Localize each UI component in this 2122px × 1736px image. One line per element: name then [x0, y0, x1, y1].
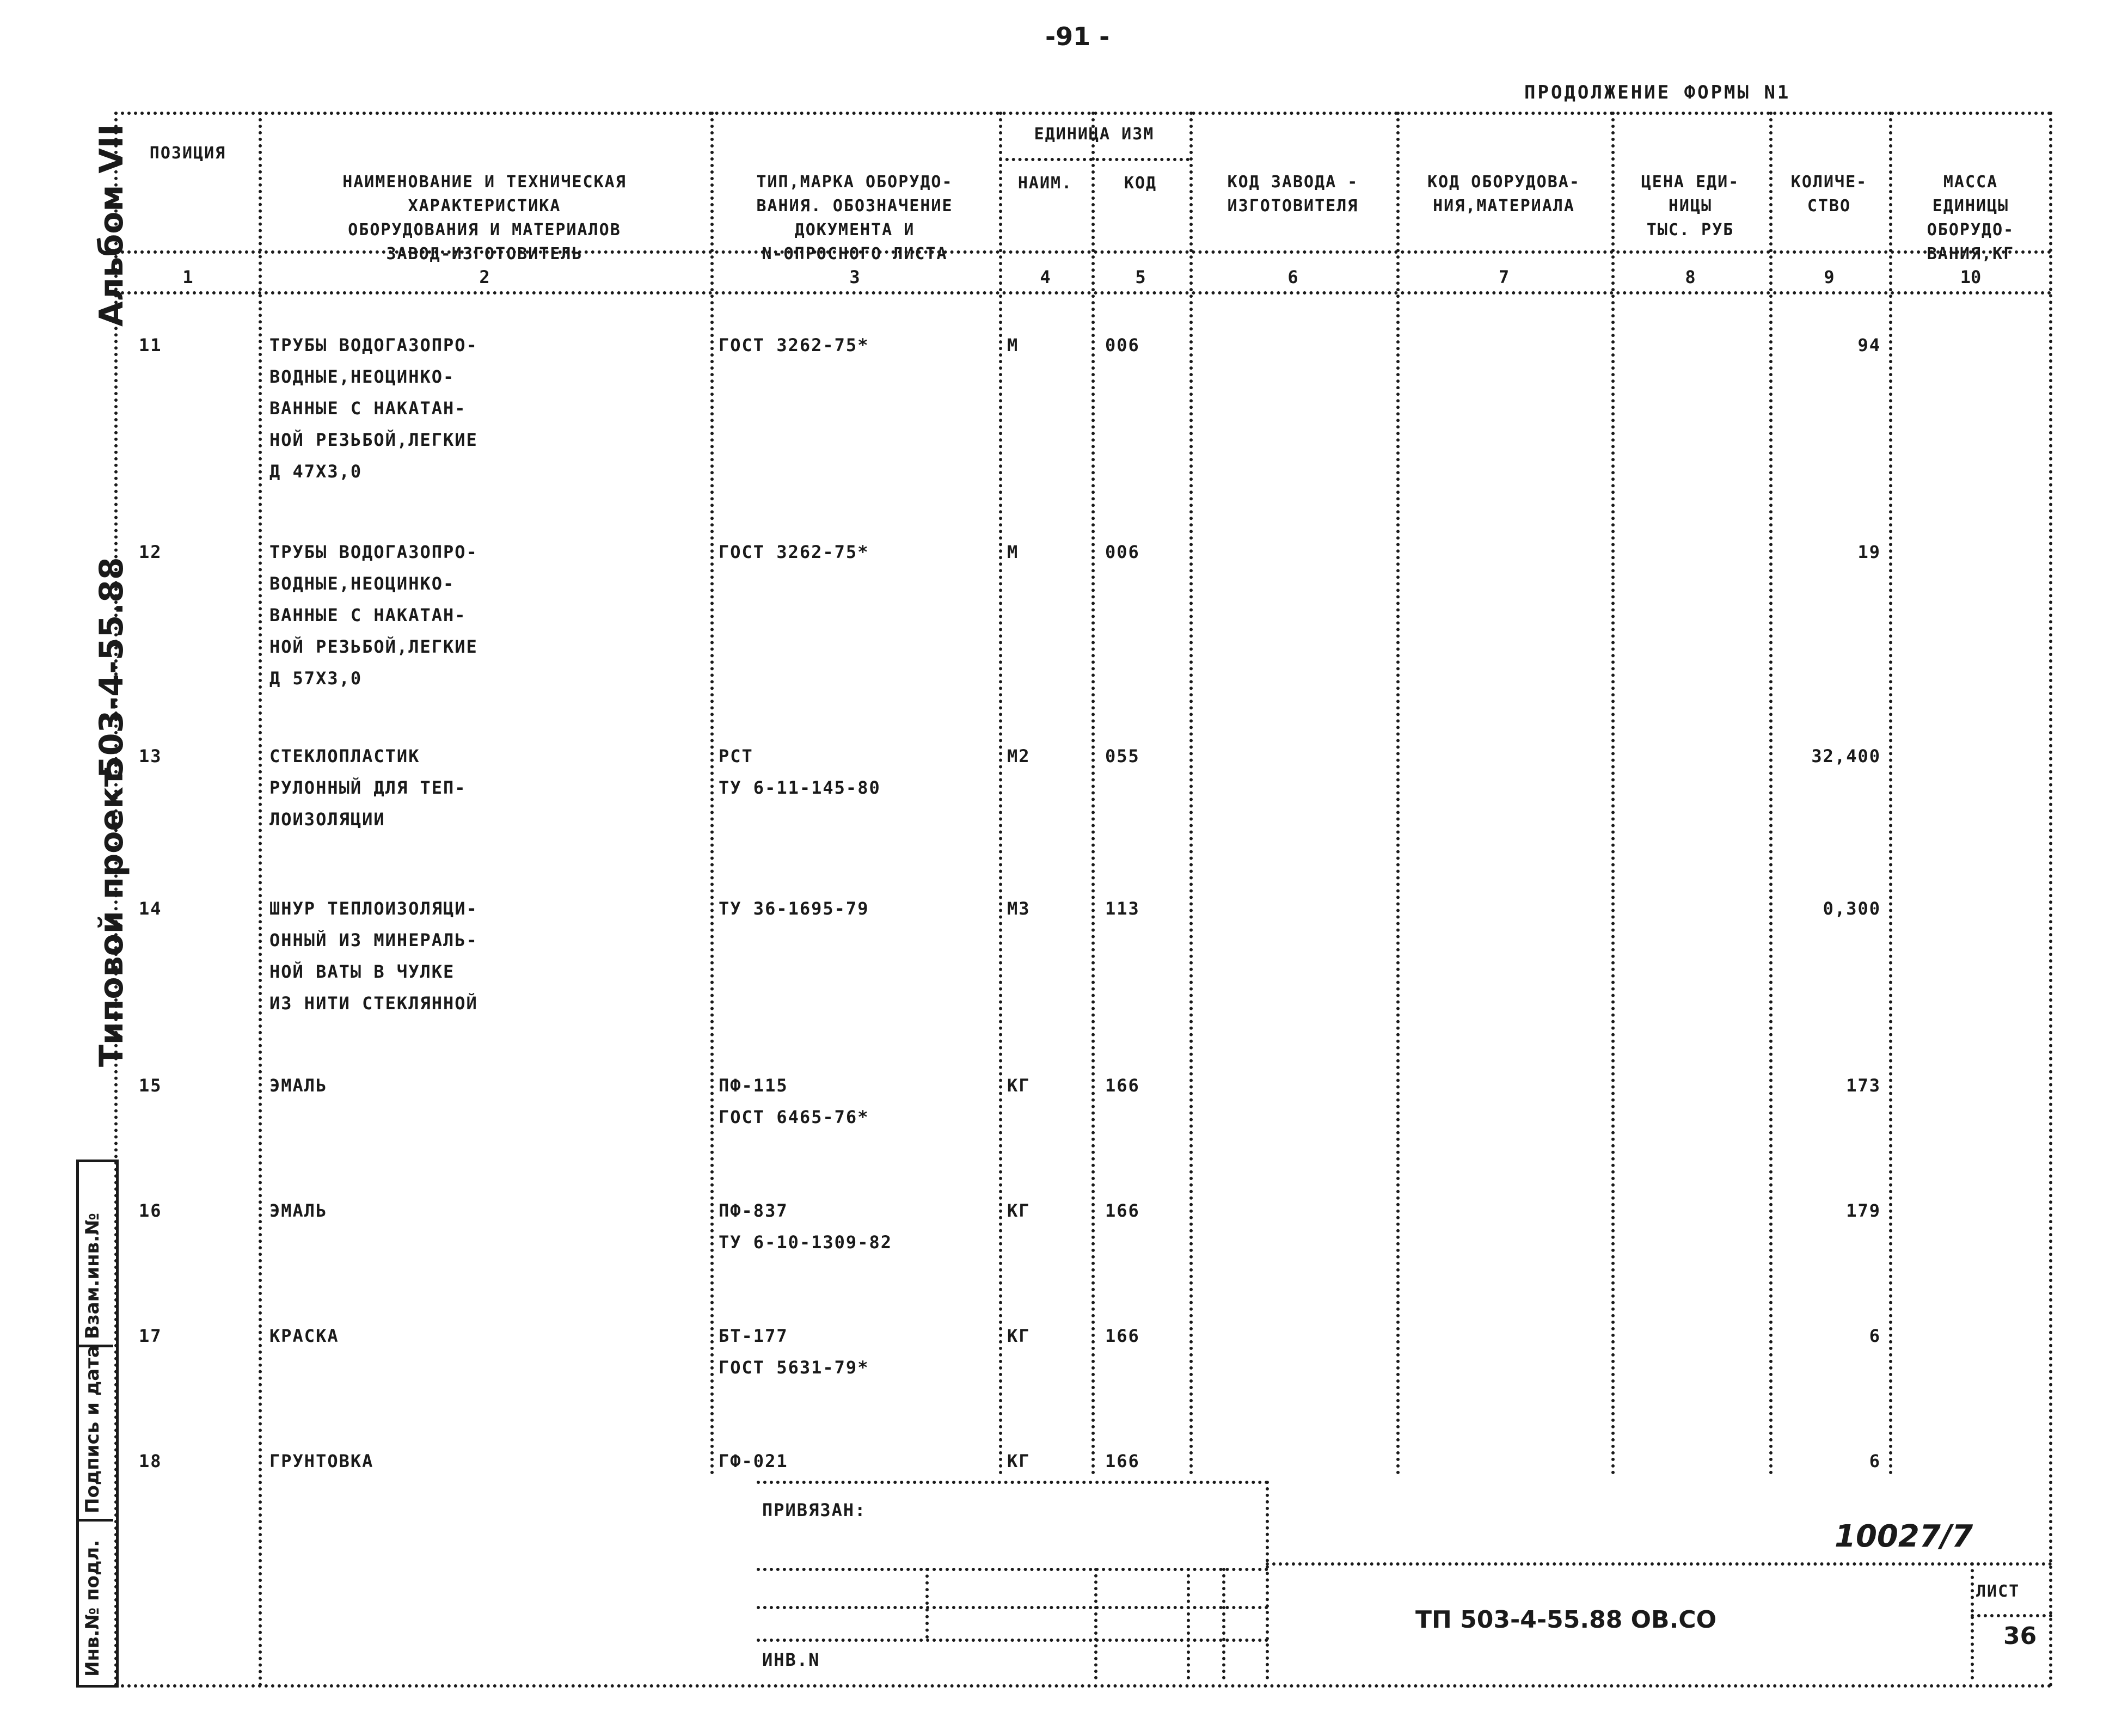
row-14-qty: 0,300	[1823, 898, 1881, 919]
col-divider	[1396, 112, 1400, 1475]
row-13-code: 055	[1105, 746, 1140, 766]
stamp-row-line	[757, 1639, 1268, 1642]
continuation-title: ПРОДОЛЖЕНИЕ ФОРМЫ N1	[1524, 82, 1791, 103]
row-11-code: 006	[1105, 335, 1140, 355]
row-11-unit: М	[1007, 335, 1019, 355]
row-14-pos: 14	[139, 898, 162, 919]
colnum-7: 7	[1498, 267, 1510, 287]
row-15-code: 166	[1105, 1075, 1140, 1096]
row-12-pos: 12	[139, 542, 162, 562]
row-13-unit: М2	[1007, 746, 1031, 766]
colnum-1: 1	[182, 267, 193, 287]
row-17-code: 166	[1105, 1326, 1140, 1346]
row-16-code: 166	[1105, 1200, 1140, 1221]
header-unit-group: ЕДИНИЦА ИЗМ	[1034, 125, 1155, 144]
row-15-qty: 173	[1846, 1075, 1881, 1096]
row-14-unit: М3	[1007, 898, 1031, 919]
sheet-cell-line	[1971, 1614, 2052, 1617]
row-15-unit: КГ	[1007, 1075, 1031, 1096]
row-14-name: ШНУР ТЕПЛОИЗОЛЯЦИ- ОННЫЙ ИЗ МИНЕРАЛЬ- НОЙ ВАТЫ В ЧУЛКЕ ИЗ НИТИ СТЕКЛЯННОЙ	[269, 898, 478, 1014]
row-14-code: 113	[1105, 898, 1140, 919]
stamp-top-line	[757, 1481, 1268, 1484]
unit-subheader-divider	[999, 158, 1189, 161]
row-18-type: ГФ-021	[719, 1451, 788, 1471]
colnum-10: 10	[1960, 267, 1982, 287]
stamp-label-sign: Подпись и дата	[82, 1345, 103, 1513]
row-16-type: ПФ-837 ТУ 6-10-1309-82	[719, 1200, 892, 1253]
row-15-type: ПФ-115 ГОСТ 6465-76*	[719, 1075, 869, 1127]
stamp-label-replace: Взам.инв.№	[82, 1213, 103, 1339]
stamp-right-edge	[1266, 1481, 1269, 1679]
project-code-label: 503-4-55.88	[93, 557, 131, 778]
handwritten-number: 10027/7	[1835, 1519, 1973, 1554]
row-13-pos: 13	[139, 746, 162, 766]
stamp-cell-divider	[1222, 1568, 1225, 1679]
header-col-7: КОД ОБОРУДОВА- НИЯ,МАТЕРИАЛА	[1427, 173, 1580, 216]
colnum-4: 4	[1040, 267, 1051, 287]
header-col-8: ЦЕНА ЕДИ- НИЦЫ ТЫС. РУБ	[1641, 173, 1740, 240]
colnum-9: 9	[1824, 267, 1835, 287]
row-18-name: ГРУНТОВКА	[269, 1451, 374, 1471]
typical-project-label: Типовой проект	[93, 768, 131, 1067]
col-divider	[1889, 112, 1892, 1475]
row-12-type: ГОСТ 3262-75*	[719, 542, 869, 562]
row-12-code: 006	[1105, 542, 1140, 562]
col-divider	[1189, 112, 1193, 1475]
row-17-unit: КГ	[1007, 1326, 1031, 1346]
row-18-code: 166	[1105, 1451, 1140, 1471]
sheet-cell-divider	[1971, 1562, 1974, 1679]
col-divider	[1091, 112, 1095, 1475]
stamp-row-line	[757, 1568, 1268, 1571]
row-16-pos: 16	[139, 1200, 162, 1221]
row-14-type: ТУ 36-1695-79	[719, 898, 869, 919]
row-11-pos: 11	[139, 335, 162, 355]
row-11-name: ТРУБЫ ВОДОГАЗОПРО- ВОДНЫЕ,НЕОЦИНКО- ВАННЫЕ С НАКАТАН- НОЙ РЕЗЬБОЙ,ЛЕГКИЕ Д 47Х3,0	[269, 335, 478, 482]
col-divider	[710, 112, 714, 1475]
stamp-cell-divider	[1094, 1568, 1097, 1679]
title-block-line	[1266, 1562, 2052, 1566]
stamp-inv-label: ИНВ.N	[762, 1649, 820, 1670]
row-12-name: ТРУБЫ ВОДОГАЗОПРО- ВОДНЫЕ,НЕОЦИНКО- ВАННЫЕ С НАКАТАН- НОЙ РЕЗЬБОЙ,ЛЕГКИЕ Д 57Х3,0	[269, 542, 478, 689]
header-col-3: ТИП,МАРКА ОБОРУДО- ВАНИЯ. ОБОЗНАЧЕНИЕ ДОКУМЕНТА И N-ОПРОСНОГО ЛИСТА	[756, 173, 953, 263]
col-divider	[999, 112, 1002, 1475]
col-divider	[1769, 112, 1773, 1475]
row-18-qty: 6	[1869, 1451, 1881, 1471]
colnum-6: 6	[1287, 267, 1298, 287]
row-16-unit: КГ	[1007, 1200, 1031, 1221]
row-12-unit: М	[1007, 542, 1019, 562]
document-code: ТП 503-4-55.88 ОВ.СО	[1415, 1606, 1716, 1634]
row-13-qty: 32,400	[1811, 746, 1881, 766]
colnum-3: 3	[849, 267, 860, 287]
sheet-label: ЛИСТ	[1976, 1582, 2020, 1601]
colnum-8: 8	[1685, 267, 1696, 287]
album-label: Альбом VII	[93, 124, 131, 327]
row-15-name: ЭМАЛЬ	[269, 1075, 328, 1096]
stamp-divider	[76, 1519, 113, 1522]
col-divider	[1611, 112, 1615, 1475]
row-18-pos: 18	[139, 1451, 162, 1471]
row-13-type: РСТ ТУ 6-11-145-80	[719, 746, 881, 798]
header-col-9: КОЛИЧЕ- СТВО	[1790, 173, 1868, 216]
row-15-pos: 15	[139, 1075, 162, 1096]
header-col-4: НАИМ.	[1017, 174, 1073, 193]
row-16-name: ЭМАЛЬ	[269, 1200, 328, 1221]
page-number: -91 -	[1045, 22, 1110, 51]
row-13-name: СТЕКЛОПЛАСТИК РУЛОННЫЙ ДЛЯ ТЕП- ЛОИЗОЛЯЦИИ	[269, 746, 467, 830]
row-17-type: БТ-177 ГОСТ 5631-79*	[719, 1326, 869, 1378]
stamp-bound-label: ПРИВЯЗАН:	[762, 1500, 867, 1520]
row-11-type: ГОСТ 3262-75*	[719, 335, 869, 355]
colnum-2: 2	[479, 267, 490, 287]
sheet-number: 36	[2003, 1622, 2037, 1650]
colnum-5: 5	[1135, 267, 1146, 287]
row-17-pos: 17	[139, 1326, 162, 1346]
header-col-6: КОД ЗАВОДА - ИЗГОТОВИТЕЛЯ	[1227, 173, 1359, 216]
stamp-label-inv: Инв.№ подл.	[82, 1539, 103, 1677]
header-col-5: КОД	[1124, 174, 1157, 193]
row-11-qty: 94	[1857, 335, 1881, 355]
column-number-divider	[114, 291, 2052, 295]
row-16-qty: 179	[1846, 1200, 1881, 1221]
col-divider	[259, 112, 262, 1688]
row-12-qty: 19	[1857, 542, 1881, 562]
row-18-unit: КГ	[1007, 1451, 1031, 1471]
row-17-name: КРАСКА	[269, 1326, 339, 1346]
header-col-10: МАССА ЕДИНИЦЫ ОБОРУДО- ВАНИЯ,КГ	[1927, 173, 2015, 263]
header-col-1: ПОЗИЦИЯ	[149, 144, 226, 163]
stamp-cell-divider	[925, 1568, 929, 1639]
header-col-2: НАИМЕНОВАНИЕ И ТЕХНИЧЕСКАЯ ХАРАКТЕРИСТИКА ОБОРУДОВАНИЯ И МАТЕРИАЛОВ ЗАВОД-ИЗГОТОВИТЕЛЬ	[342, 173, 627, 263]
stamp-cell-divider	[1187, 1568, 1190, 1679]
row-17-qty: 6	[1869, 1326, 1881, 1346]
stamp-row-line	[757, 1606, 1268, 1609]
